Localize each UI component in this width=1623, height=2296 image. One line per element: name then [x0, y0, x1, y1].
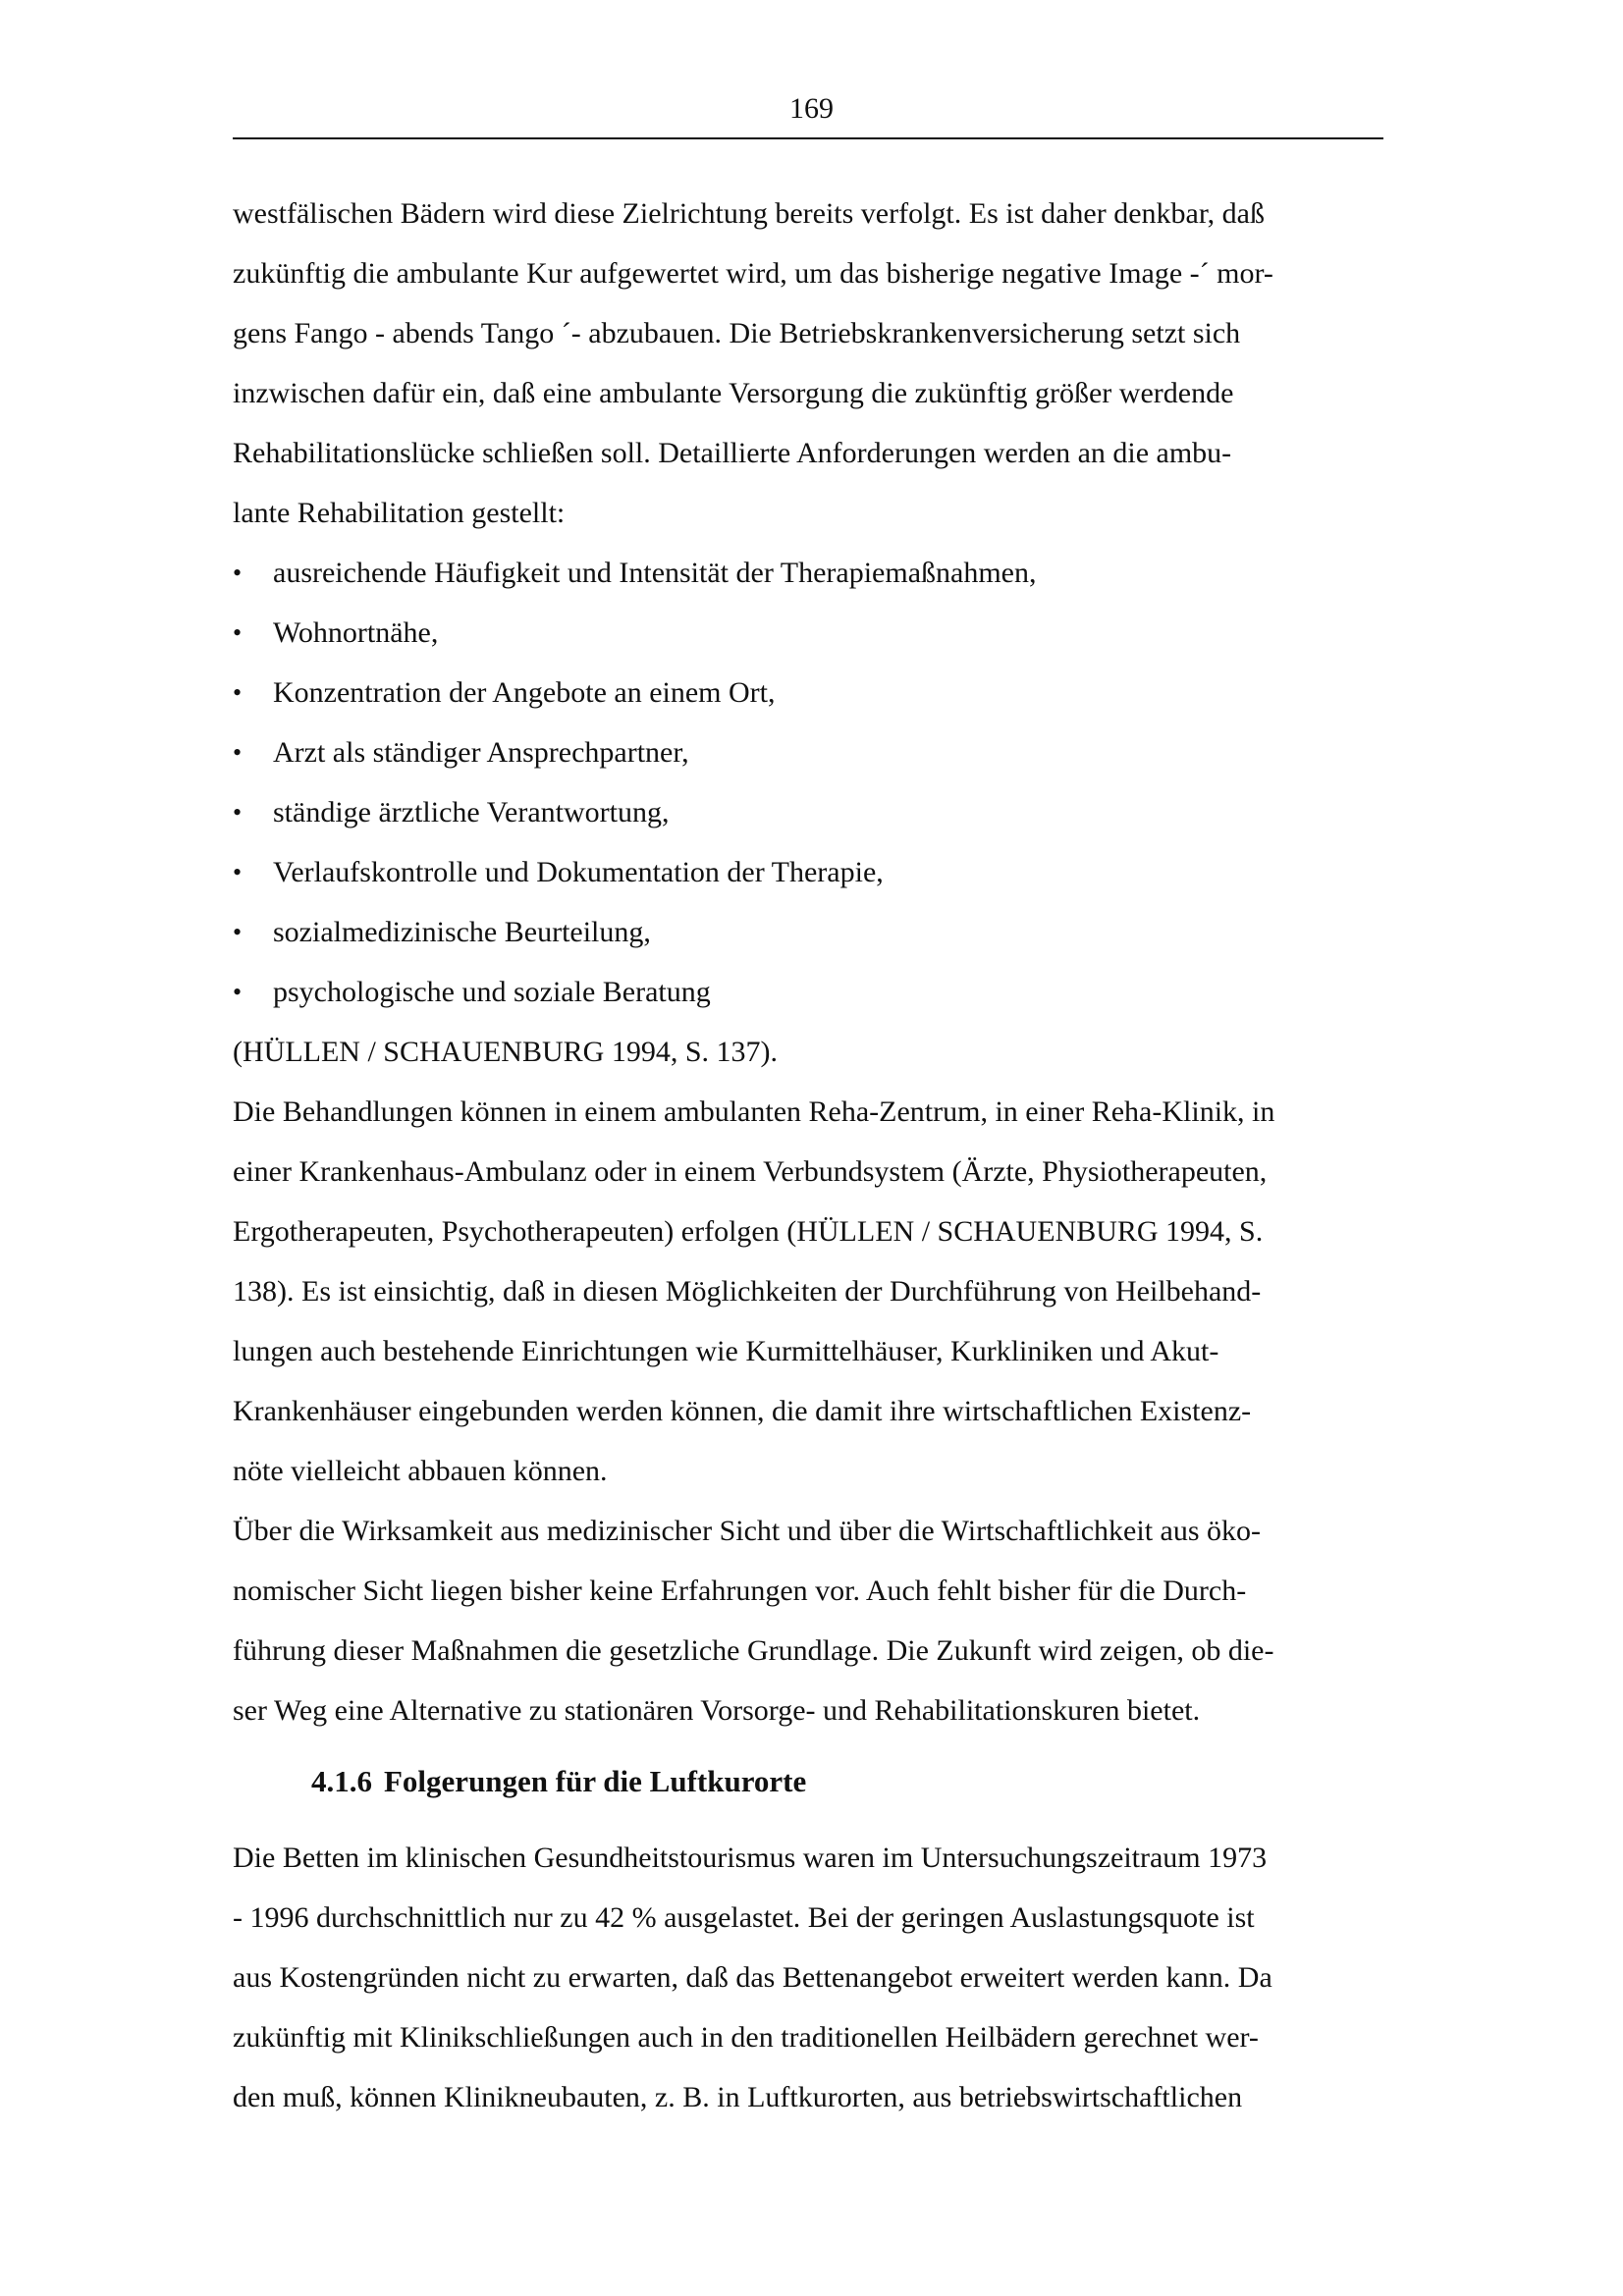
list-item [233, 962, 1393, 1022]
text-line: führung dieser Maßnahmen die gesetzliche Grundlage. Die Zukunft wird zeigen, ob die- [233, 1634, 1274, 1667]
section-heading [233, 1754, 1393, 1809]
text-line: westfälischen Bädern wird diese Zielrichtung bereits verfolgt. Es ist daher denkbar, daß [233, 197, 1265, 230]
text-line: zukünftig die ambulante Kur aufgewertet wird, um das bisherige negative Image -´ mor- [233, 257, 1273, 290]
list-item [233, 663, 1393, 722]
section-number: 4.1.6 [311, 1764, 372, 1798]
text-line: zukünftig mit Klinikschließungen auch in den traditionellen Heilbädern gerechnet wer- [233, 2021, 1259, 2054]
text-line: lungen auch bestehende Einrichtungen wie Kurmittelhäuser, Kurkliniken und Akut- [233, 1335, 1219, 1367]
text-line: nöte vielleicht abbauen können. [233, 1455, 608, 1487]
list-item [233, 842, 1393, 902]
bullet-icon: • [233, 918, 243, 946]
list-item-text: Konzentration der Angebote an einem Ort, [273, 676, 776, 709]
text-line: Die Behandlungen können in einem ambulanten Reha-Zentrum, in einer Reha-Klinik, in [233, 1095, 1275, 1128]
text-line: den muß, können Klinikneubauten, z. B. in Luftkurorten, aus betriebswirtschaftlichen [233, 2081, 1243, 2113]
bullet-icon: • [233, 858, 243, 886]
text-line: inzwischen dafür ein, daß eine ambulante Versorgung die zukünftig größer werdende [233, 377, 1234, 409]
section-title: Folgerungen für die Luftkurorte [384, 1764, 807, 1798]
bullet-icon: • [233, 618, 243, 647]
page-body [233, 184, 1393, 2127]
text-line: Ergotherapeuten, Psychotherapeuten) erfolgen (HÜLLEN / SCHAUENBURG 1994, S. [233, 1215, 1264, 1248]
text-line: Die Betten im klinischen Gesundheitstourismus waren im Untersuchungszeitraum 1973 [233, 1842, 1268, 1874]
text-line: einer Krankenhaus-Ambulanz oder in einem Verbundsystem (Ärzte, Physiotherapeuten, [233, 1155, 1268, 1188]
citation: (HÜLLEN / SCHAUENBURG 1994, S. 137). [233, 1036, 778, 1068]
bullet-icon: • [233, 559, 243, 587]
requirements-list [233, 543, 1393, 1022]
bullet-icon: • [233, 678, 243, 707]
list-item [233, 722, 1393, 782]
text-line: Krankenhäuser eingebunden werden können, die damit ihre wirtschaftlichen Existenz- [233, 1395, 1252, 1427]
list-item [233, 603, 1393, 663]
bullet-icon: • [233, 738, 243, 767]
text-line: nomischer Sicht liegen bisher keine Erfahrungen vor. Auch fehlt bisher für die Durch- [233, 1575, 1247, 1607]
page-number: 169 [789, 92, 834, 125]
list-item-text: Wohnortnähe, [273, 616, 439, 649]
bullet-icon: • [233, 798, 243, 827]
list-item-text: sozialmedizinische Beurteilung, [273, 916, 651, 948]
paragraph-betten [233, 1828, 1393, 2127]
list-item-text: psychologische und soziale Beratung [273, 976, 711, 1008]
list-item [233, 543, 1393, 603]
text-line: ser Weg eine Alternative zu stationären Vorsorge- und Rehabilitationskuren bietet. [233, 1694, 1201, 1727]
text-line: Über die Wirksamkeit aus medizinischer Sicht und über die Wirtschaftlichkeit aus öko- [233, 1515, 1262, 1547]
text-line: lante Rehabilitation gestellt: [233, 497, 566, 529]
list-item-text: ausreichende Häufigkeit und Intensität der Therapiemaßnahmen, [273, 557, 1037, 589]
list-item-text: ständige ärztliche Verantwortung, [273, 796, 670, 828]
text-line: 138). Es ist einsichtig, daß in diesen Möglichkeiten der Durchführung von Heilbehand- [233, 1275, 1262, 1308]
paragraph-behandlungen [233, 1082, 1393, 1501]
list-item [233, 782, 1393, 842]
list-item [233, 902, 1393, 962]
list-item-text: Arzt als ständiger Ansprechpartner, [273, 736, 689, 769]
text-line: Rehabilitationslücke schließen soll. Detaillierte Anforderungen werden an die ambu- [233, 437, 1232, 469]
list-item-text: Verlaufskontrolle und Dokumentation der Therapie, [273, 856, 884, 888]
paragraph-wirksamkeit [233, 1501, 1393, 1740]
header-rule [233, 137, 1383, 139]
text-line: - 1996 durchschnittlich nur zu 42 % ausgelastet. Bei der geringen Auslastungsquote ist [233, 1901, 1255, 1934]
text-line: aus Kostengründen nicht zu erwarten, daß das Bettenangebot erweitert werden kann. Da [233, 1961, 1272, 1994]
bullet-icon: • [233, 978, 243, 1006]
paragraph-ambulante-kur [233, 184, 1393, 543]
text-line: gens Fango - abends Tango ´- abzubauen. Die Betriebskrankenversicherung setzt sich [233, 317, 1241, 349]
